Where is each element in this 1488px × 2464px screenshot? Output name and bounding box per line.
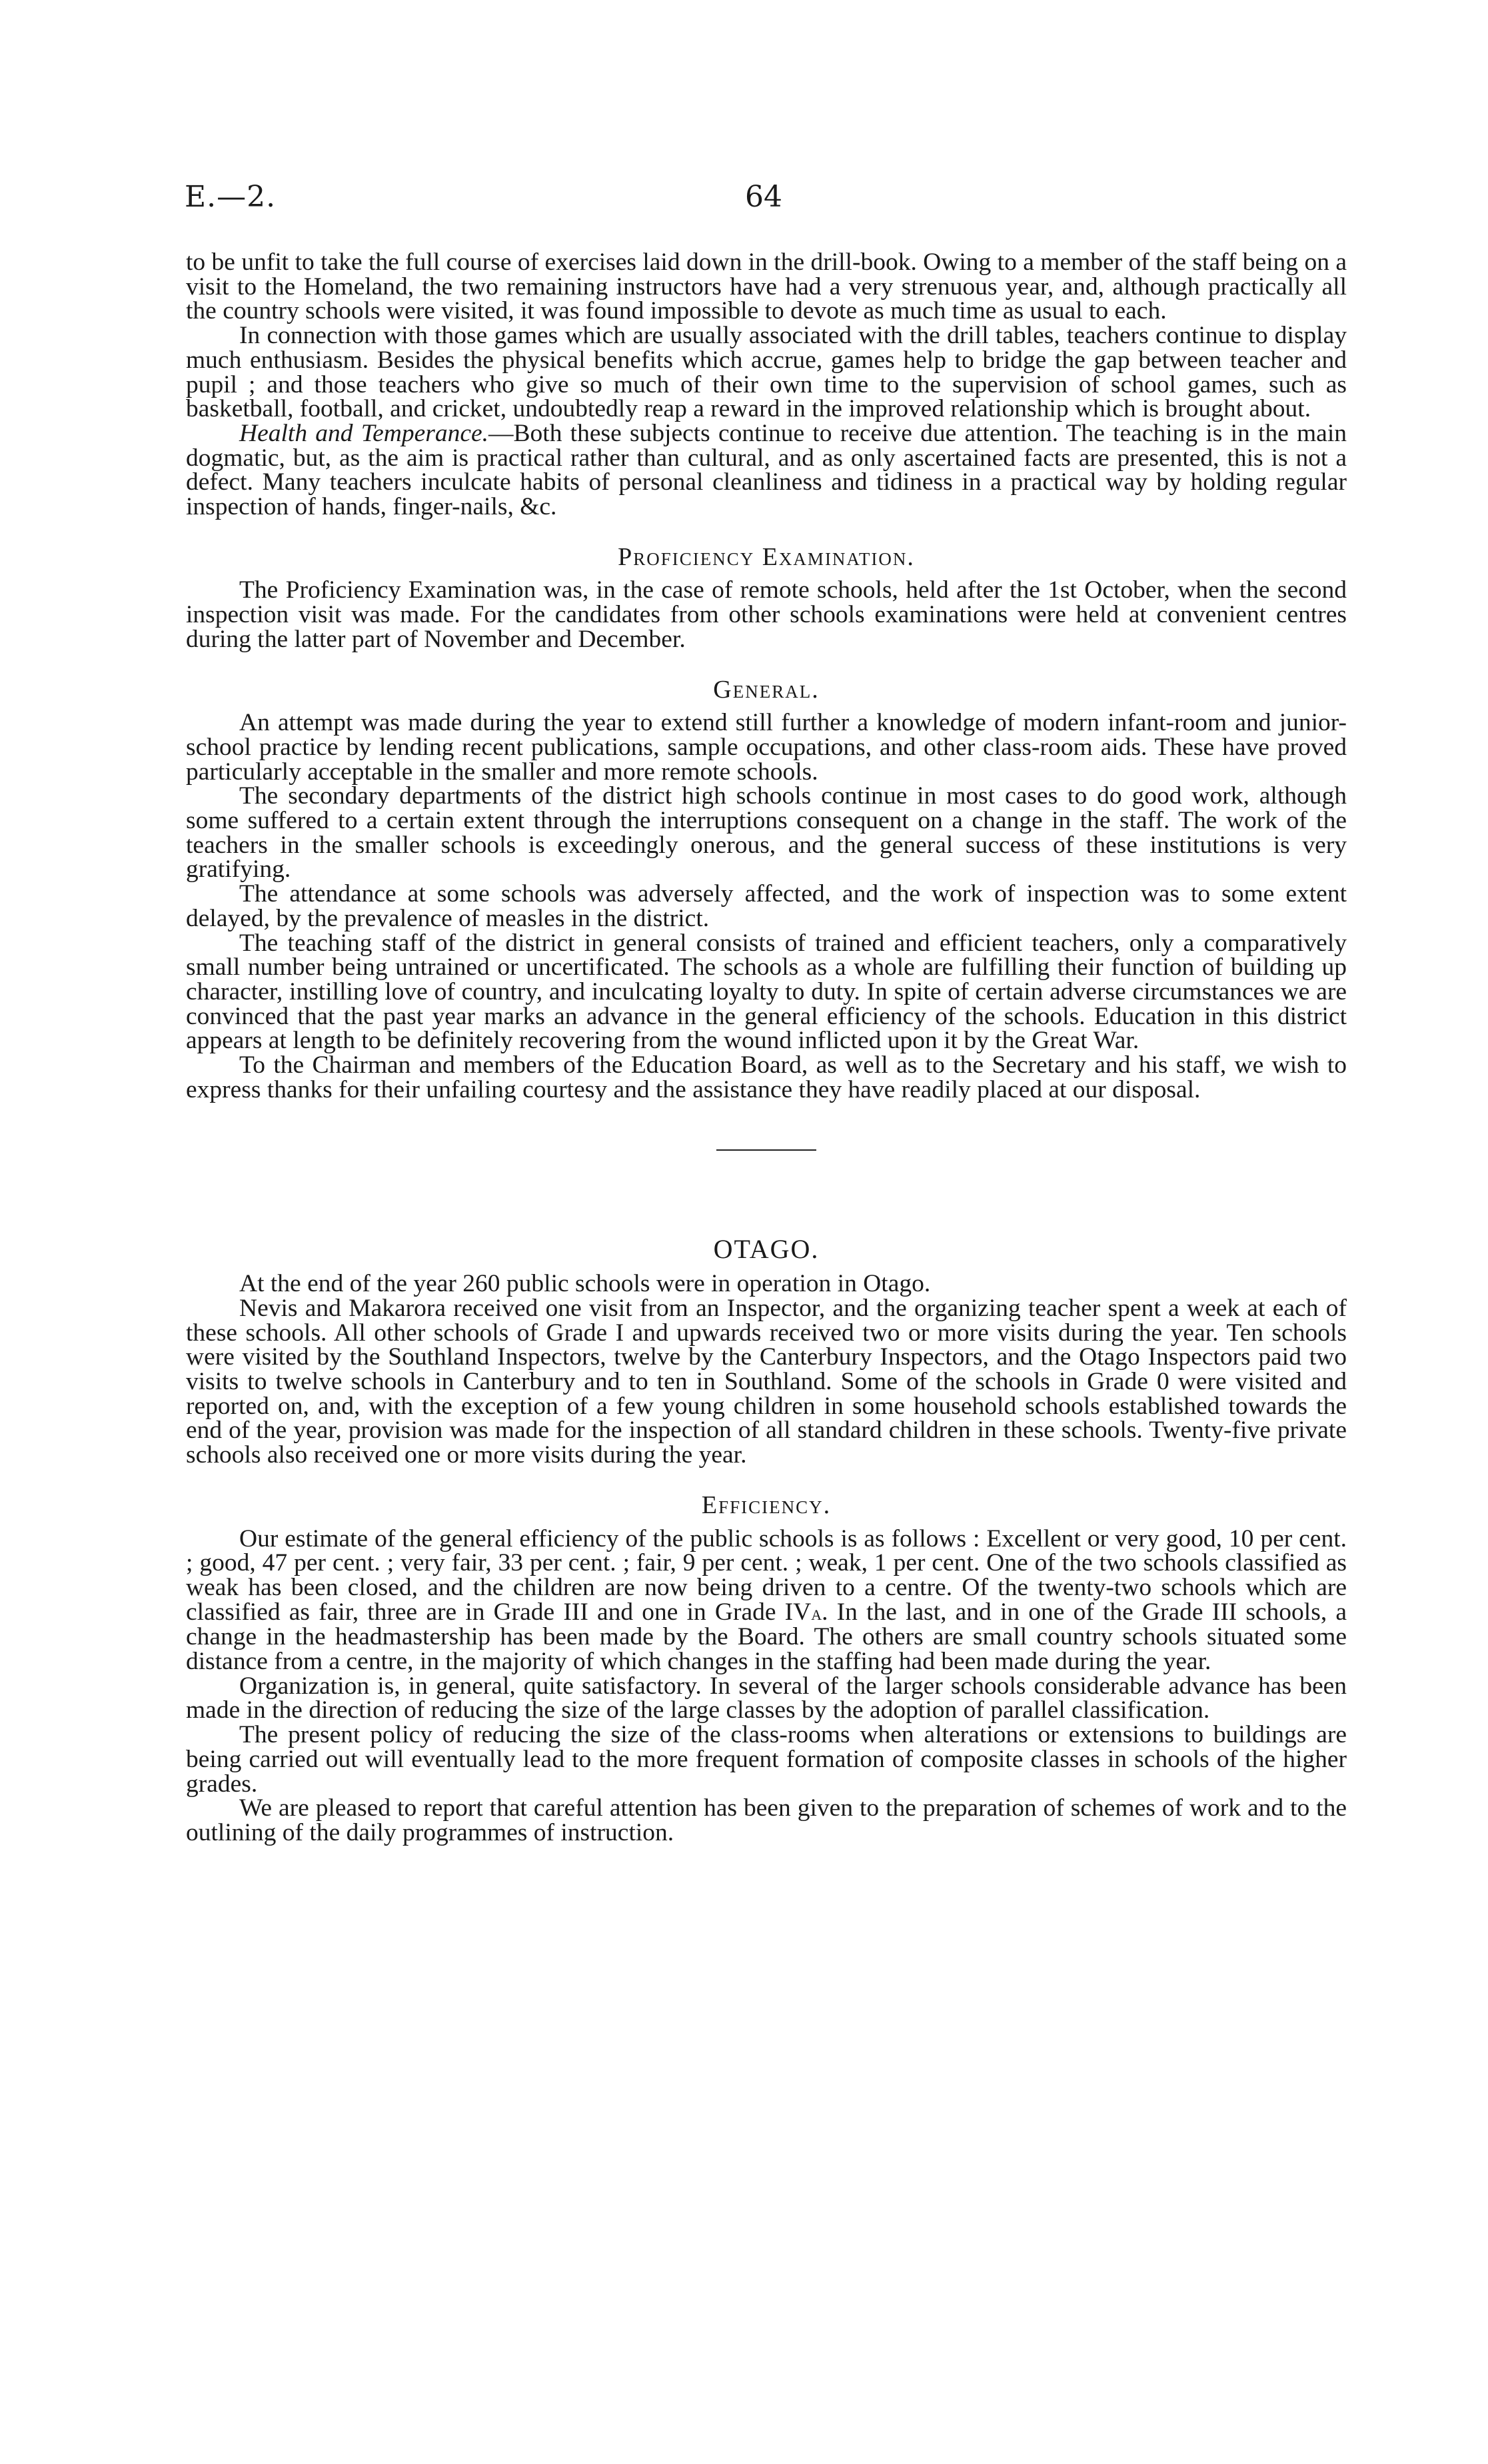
page-number: 64 — [745, 180, 782, 214]
document-reference: E.—2. — [185, 180, 277, 214]
paragraph: The attendance at some schools was adversely affected, and the work of inspection was to some extent delayed, by the prevalence of measles in the district. — [186, 880, 1347, 932]
paragraph: Nevis and Makarora received one visit from an Inspector, and the organizing teacher spent a week at each of these schools. All other schools of Grade I and upwards received two or more visits during the year. Ten schools were visited by the Southland Inspectors, twelve by the Canterbury Inspectors, and the Otago Inspectors paid two visits to twelve schools in Canterbury and to ten in Southland. Some of the schools in Grade 0 were visited and reported on, and, with the exception of a few young children in some household schools established towards the end of the year, provision was made for the inspection of all standard children in these schools. Twenty-five private schools also received one or more visits during the year. — [186, 1294, 1347, 1469]
main-body — [186, 251, 1347, 1846]
paragraph: Organization is, in general, quite satisfactory. In several of the larger schools considerable advance has been made in the direction of reducing the size of the large classes by the adoption of parallel classification. — [186, 1672, 1347, 1724]
paragraph: We are pleased to report that careful attention has been given to the preparation of schemes of work and to the outlining of the daily programmes of instruction. — [186, 1794, 1347, 1846]
paragraph-text: —Both these subjects continue to receive due attention. The teaching is in the main dogmatic, but, as the aim is practical rather than cultural, and as only ascertained facts are presented, this is not a defect. Many teachers inculcate habits of personal cleanliness and tidiness in a practical way by holding regular inspection of hands, finger-nails, &c. — [186, 419, 1347, 521]
section-heading-general: General. — [713, 675, 820, 704]
paragraph: The secondary departments of the district high schools continue in most cases to do good work, although some suffered to a certain extent through the interruptions consequent on a change in the staff. The work of the teachers in the smaller schools is exceedingly onerous, and the general success of these institutions is very gratifying. — [186, 782, 1347, 884]
paragraph — [186, 1527, 1347, 1674]
paragraph: An attempt was made during the year to extend still further a knowledge of modern infant-room and junior-school practice by lending recent publications, sample occupations, and other class-room aids. These have proved particularly acceptable in the smaller and more remote schools. — [186, 709, 1347, 786]
paragraph: At the end of the year 260 public schools were in operation in Otago. — [239, 1270, 931, 1298]
paragraph: In connection with those games which are usually associated with the drill tables, teachers continue to display much enthusiasm. Besides the physical benefits which accrue, games help to bridge the gap between teacher and pupil ; and those teachers who give so much of their own time to the supervision of school games, such as basketball, football, and cricket, undoubtedly reap a reward in the improved relationship which is brought about. — [186, 322, 1347, 423]
paragraph-text: Our estimate of the general efficiency of the public schools is as follows : Excellent or very good, 10 per cent. ; good, 47 per cent. ; very fair, 33 per cent. ; fair, 9 per cent. ; weak, 1 per cent. One of the two schools classified as weak has been closed, and the children are now being driven to a centre. Of the twenty-two schools which are classified as fair, three are in Grade III and one in Grade IV — [186, 1525, 1347, 1626]
section-heading-otago: OTAGO. — [713, 1233, 820, 1264]
grade-suffix: a — [811, 1600, 822, 1624]
paragraph-lead: Health and Temperance. — [239, 419, 489, 447]
section-heading-proficiency: Proficiency Examination. — [618, 542, 915, 571]
paragraph: to be unfit to take the full course of exercises laid down in the drill-book. Owing to a member of the staff being on a visit to the Homeland, the two remaining instructors have had a very strenuous year, and, although practically all the country schools were visited, it was found impossible to devote as much time as usual to each. — [186, 249, 1347, 325]
section-heading-efficiency: Efficiency. — [701, 1491, 832, 1519]
page-header — [0, 180, 1488, 220]
paragraph: The teaching staff of the district in general consists of trained and efficient teachers, only a comparatively small number being untrained or uncertificated. The schools as a whole are fulfilling their function of building up character, instilling love of country, and inculcating loyalty to duty. In spite of certain adverse circumstances we are convinced that the past year marks an advance in the general efficiency of the schools. Education in this district appears at length to be definitely recovering from the wound inflicted upon it by the Great War. — [186, 929, 1347, 1055]
paragraph: The present policy of reducing the size of the class-rooms when alterations or extensions to buildings are being carried out will eventually lead to the more frequent formation of composite classes in schools of the higher grades. — [186, 1721, 1347, 1798]
paragraph: To the Chairman and members of the Education Board, as well as to the Secretary and his staff, we wish to express thanks for their unfailing courtesy and the assistance they have readily placed at our disposal. — [186, 1051, 1347, 1103]
paragraph-text: . In the last, and in one of the Grade III schools, a change in the headmastership has been made by the Board. The others are small country schools situated some distance from a centre, in the majority of which changes in the staffing had been made during the year. — [186, 1598, 1347, 1676]
paragraph — [186, 419, 1347, 521]
paragraph: The Proficiency Examination was, in the case of remote schools, held after the 1st October, when the second inspection visit was made. For the candidates from other schools examinations were held at convenient centres during the latter part of November and December. — [186, 576, 1347, 653]
